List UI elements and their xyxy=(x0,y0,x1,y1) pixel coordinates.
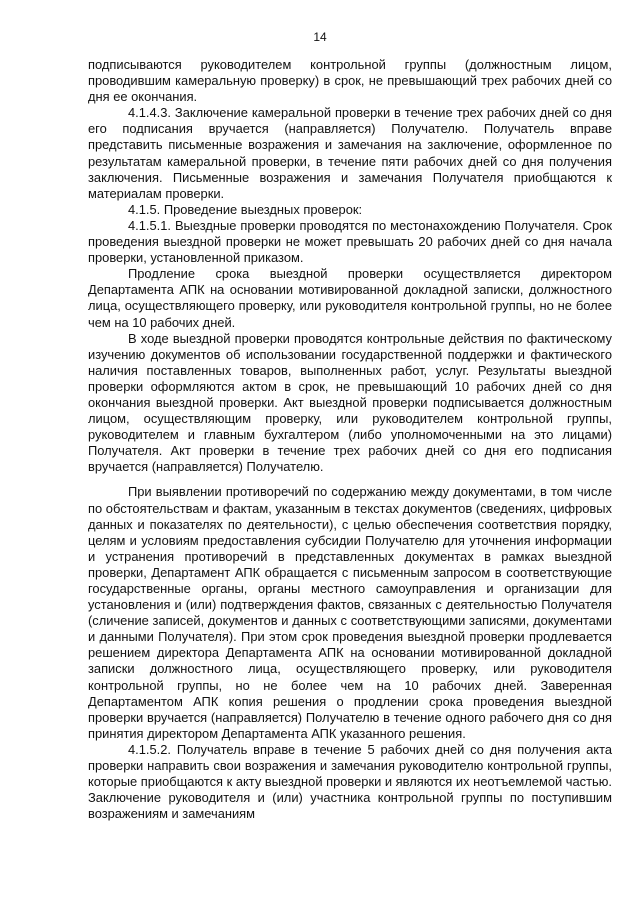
page-number: 14 xyxy=(313,30,327,44)
paragraph-extension: Продление срока выездной проверки осуществляется директором Департамента АПК на основании мотивированной докладной записки, должностного лица, осуществляющего проверку, или руководителя контрольной группы, но не более чем на 10 рабочих дней. xyxy=(88,266,612,330)
paragraph-4-1-5-1: 4.1.5.1. Выездные проверки проводятся по местонахождению Получателя. Срок проведения выездной проверки не может превышать 20 рабочих дней со дня начала проверки, установленной приказом. xyxy=(88,217,612,266)
paragraph-inspection-course: В ходе выездной проверки проводятся контрольные действия по фактическому изучению документов об использовании государственной поддержки и фактического наличия поставленных товаров, выполненных работ, услуг. Результаты выездной проверки оформляются актом в срок, не превышающий 10 рабочих дней со дня окончания выездной проверки. Акт выездной проверки подписывается должностным лицом, осуществляющим проверку, или руководителем контрольной группы, руководителем и главным бухгалтером (либо уполномоченными на это лицами) Получателя. Акт проверки в течение трех рабочих дней со дня его подписания вручается (направляется) Получателю. xyxy=(88,330,612,475)
document-body xyxy=(88,57,612,822)
paragraph-4-1-4-3: 4.1.4.3. Заключение камеральной проверки в течение трех рабочих дней со дня его подписания вручается (направляется) Получателю. Получатель вправе представить письменные возражения и замечания на заключение, оформленное по результатам камеральной проверки, в течение пяти рабочих дней со дня получения заключения. Письменные возражения и замечания Получателя приобщаются к материалам проверки. xyxy=(88,105,612,201)
paragraph-continuation: подписываются руководителем контрольной группы (должностным лицом, проводившим камеральную проверку) в срок, не превышающий трех рабочих дней со дня ее окончания. xyxy=(88,57,612,105)
paragraph-contradictions: При выявлении противоречий по содержанию между документами, в том числе по обстоятельствам и фактам, указанным в текстах документов (сведениях, цифровых данных и показателях по деятельности), с целью обеспечения соответствия порядку, целям и условиям предоставления субсидии Получателю для уточнения информации и устранения противоречий в представленных документах в рамках выездной проверки, Департамент АПК обращается с письменным запросом в соответствующие государственные органы, органы местного самоуправления и организации для установления и (или) подтверждения фактов, связанных с деятельностью Получателя (сличение записей, документов и данных с соответствующими записями, документами и данными Получателя). При этом срок проведения выездной проверки продлевается решением директора Департамента АПК на основании мотивированной докладной записки должностного лица, осуществляющего проверку, или руководителя контрольной группы, но не более чем на 10 рабочих дней. Заверенная Департаментом АПК копия решения о продлении срока проведения выездной проверки вручается (направляется) Получателю в течение одного рабочего дня со дня принятия директором Департамента АПК указанного решения. xyxy=(88,484,612,741)
paragraph-4-1-5-2: 4.1.5.2. Получатель вправе в течение 5 рабочих дней со дня получения акта проверки направить свои возражения и замечания руководителю контрольной группы, которые приобщаются к акту выездной проверки и являются их неотъемлемой частью. Заключение руководителя и (или) участника контрольной группы по поступившим возражениям и замечаниям xyxy=(88,741,612,822)
paragraph-4-1-5: 4.1.5. Проведение выездных проверок: xyxy=(128,201,363,217)
